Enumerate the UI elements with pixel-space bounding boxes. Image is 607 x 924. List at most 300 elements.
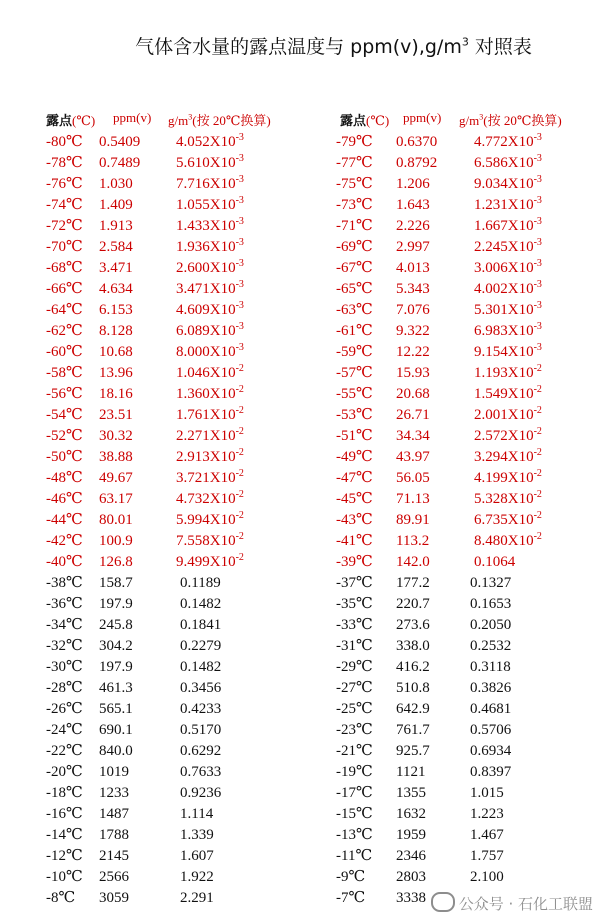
dewpoint-cell: -12℃: [46, 848, 83, 864]
gm3-cell: [176, 447, 244, 468]
table-row: [336, 867, 596, 888]
ppm-cell: 10.68: [99, 344, 133, 360]
table-row: [336, 531, 596, 552]
dewpoint-cell: -7℃: [336, 890, 366, 906]
gm3-mantissa: 1.360X10: [176, 386, 236, 402]
gm3-exponent: -3: [533, 174, 542, 185]
gm3-mantissa: 0.1064: [474, 554, 516, 570]
ppm-cell: 1.913: [99, 218, 133, 234]
dewpoint-cell: -71℃: [336, 218, 373, 234]
dewpoint-cell: -49℃: [336, 449, 373, 465]
table-row: [46, 762, 296, 783]
gm3-cell: [180, 804, 213, 825]
table-row: [46, 678, 296, 699]
gm3-cell: [180, 699, 221, 720]
dewpoint-cell: -63℃: [336, 302, 373, 318]
table-row: [336, 447, 596, 468]
gm3-mantissa: 8.480X10: [474, 533, 534, 549]
gm3-mantissa: 0.6934: [470, 743, 512, 759]
dewpoint-cell: -27℃: [336, 680, 373, 696]
dewpoint-cell: -55℃: [336, 386, 373, 402]
gm3-exponent: -2: [235, 510, 244, 521]
gm3-cell: [474, 363, 542, 384]
table-row: [46, 636, 296, 657]
gm3-cell: [474, 153, 542, 174]
gm3-exponent: -3: [235, 279, 244, 290]
table-row: [336, 762, 596, 783]
gm3-cell: [474, 342, 542, 363]
ppm-cell: 89.91: [396, 512, 430, 528]
gm3-cell: [180, 657, 221, 678]
dewpoint-cell: -13℃: [336, 827, 373, 843]
gm3-mantissa: 6.089X10: [176, 323, 236, 339]
ppm-cell: 126.8: [99, 554, 133, 570]
dewpoint-cell: -41℃: [336, 533, 373, 549]
table-row: [336, 573, 596, 594]
ppm-cell: 1.643: [396, 197, 430, 213]
dewpoint-cell: -31℃: [336, 638, 373, 654]
dewpoint-cell: -79℃: [336, 134, 373, 150]
gm3-exponent: -2: [235, 447, 244, 458]
dewpoint-cell: -39℃: [336, 554, 373, 570]
gm3-mantissa: 0.8397: [470, 764, 512, 780]
dewpoint-cell: -32℃: [46, 638, 83, 654]
table-row: [46, 216, 296, 237]
gm3-cell: [470, 594, 511, 615]
dewpoint-cell: -34℃: [46, 617, 83, 633]
gm3-cell: [180, 594, 221, 615]
dewpoint-cell: -51℃: [336, 428, 373, 444]
gm3-mantissa: 2.291: [180, 890, 214, 906]
dewpoint-cell: -19℃: [336, 764, 373, 780]
gm3-mantissa: 0.6292: [180, 743, 222, 759]
gm3-cell: [176, 468, 244, 489]
table-row: [46, 531, 296, 552]
gm3-mantissa: 2.600X10: [176, 260, 236, 276]
ppm-cell: 2566: [99, 869, 129, 885]
gm3-mantissa: 0.5706: [470, 722, 512, 738]
gm3-mantissa: 0.3826: [470, 680, 512, 696]
ppm-cell: 7.076: [396, 302, 430, 318]
ppm-cell: 690.1: [99, 722, 133, 738]
gm3-mantissa: 4.052X10: [176, 134, 236, 150]
dewpoint-cell: -47℃: [336, 470, 373, 486]
gm3-exponent: -2: [533, 468, 542, 479]
gm3-cell: [474, 237, 542, 258]
gm3-cell: [176, 426, 244, 447]
dewpoint-cell: -14℃: [46, 827, 83, 843]
page-title: [0, 32, 607, 59]
title-text: 气体含水量的露点温度与 ppm(v),g/m: [135, 36, 462, 58]
gm3-mantissa: 1.467: [470, 827, 504, 843]
dewpoint-cell: -57℃: [336, 365, 373, 381]
gm3-exponent: -3: [533, 279, 542, 290]
dewpoint-cell: -64℃: [46, 302, 83, 318]
ppm-cell: 34.34: [396, 428, 430, 444]
gm3-cell: [180, 720, 221, 741]
gm3-exponent: -3: [533, 216, 542, 227]
ppm-cell: 840.0: [99, 743, 133, 759]
table-row: [336, 699, 596, 720]
gm3-mantissa: 2.100: [470, 869, 504, 885]
gm3-mantissa: 0.1482: [180, 659, 222, 675]
ppm-cell: 43.97: [396, 449, 430, 465]
gm3-mantissa: 6.735X10: [474, 512, 534, 528]
gm3-exponent: -3: [235, 132, 244, 143]
ppm-cell: 197.9: [99, 659, 133, 675]
right-header-ppm: ppm(v): [403, 110, 442, 125]
table-row: [336, 552, 596, 573]
dewpoint-cell: -42℃: [46, 533, 83, 549]
table-row: [46, 279, 296, 300]
left-dewpoint-table: [46, 132, 296, 909]
gm3-cell: [470, 741, 511, 762]
gm3-cell: [176, 174, 244, 195]
table-row: [336, 195, 596, 216]
gm3-mantissa: 1.055X10: [176, 197, 236, 213]
dewpoint-cell: -21℃: [336, 743, 373, 759]
ppm-cell: 9.322: [396, 323, 430, 339]
ppm-cell: 0.8792: [396, 155, 438, 171]
gm3-mantissa: 1.193X10: [474, 365, 534, 381]
gm3-mantissa: 1.339: [180, 827, 214, 843]
table-row: [46, 153, 296, 174]
ppm-cell: 113.2: [396, 533, 430, 549]
gm3-mantissa: 1.936X10: [176, 239, 236, 255]
ppm-cell: 6.153: [99, 302, 133, 318]
gm3-cell: [470, 678, 511, 699]
gm3-mantissa: 9.499X10: [176, 554, 236, 570]
gm3-exponent: -2: [235, 552, 244, 563]
gm3-exponent: -3: [235, 321, 244, 332]
dewpoint-cell: -65℃: [336, 281, 373, 297]
gm3-exponent: -2: [533, 363, 542, 374]
table-row: [336, 153, 596, 174]
gm3-exponent: -2: [533, 384, 542, 395]
dewpoint-cell: -58℃: [46, 365, 83, 381]
gm3-cell: [176, 279, 244, 300]
ppm-cell: 23.51: [99, 407, 133, 423]
table-row: [336, 846, 596, 867]
gm3-cell: [474, 300, 542, 321]
gm3-exponent: -3: [235, 195, 244, 206]
table-row: [46, 237, 296, 258]
ppm-cell: 0.7489: [99, 155, 141, 171]
dewpoint-cell: -18℃: [46, 785, 83, 801]
dewpoint-cell: -53℃: [336, 407, 373, 423]
dewpoint-cell: -56℃: [46, 386, 83, 402]
gm3-exponent: -2: [235, 405, 244, 416]
gm3-exponent: -2: [235, 384, 244, 395]
gm3-mantissa: 5.994X10: [176, 512, 236, 528]
gm3-mantissa: 0.2279: [180, 638, 222, 654]
table-row: [336, 237, 596, 258]
ppm-cell: 461.3: [99, 680, 133, 696]
ppm-cell: 13.96: [99, 365, 133, 381]
table-row: [336, 321, 596, 342]
table-row: [46, 699, 296, 720]
ppm-cell: 1788: [99, 827, 129, 843]
gm3-cell: [176, 237, 244, 258]
table-row: [46, 804, 296, 825]
dewpoint-cell: -35℃: [336, 596, 373, 612]
gm3-cell: [176, 216, 244, 237]
gm3-cell: [180, 783, 221, 804]
gm3-exponent: -2: [235, 489, 244, 500]
dewpoint-cell: -76℃: [46, 176, 83, 192]
gm3-mantissa: 4.609X10: [176, 302, 236, 318]
right-header-gm3: $g/m^3$(按 20℃换算): [459, 112, 562, 128]
ppm-cell: 642.9: [396, 701, 430, 717]
ppm-cell: 71.13: [396, 491, 430, 507]
gm3-cell: [474, 447, 542, 468]
gm3-cell: [474, 384, 542, 405]
ppm-cell: 38.88: [99, 449, 133, 465]
gm3-exponent: -3: [533, 342, 542, 353]
table-row: [46, 405, 296, 426]
gm3-cell: [470, 615, 511, 636]
gm3-exponent: -3: [533, 132, 542, 143]
dewpoint-cell: -77℃: [336, 155, 373, 171]
left-header-ppm: ppm(v): [113, 110, 152, 125]
ppm-cell: 12.22: [396, 344, 430, 360]
table-row: [46, 447, 296, 468]
ppm-cell: 925.7: [396, 743, 430, 759]
dewpoint-cell: -37℃: [336, 575, 373, 591]
gm3-exponent: -2: [533, 447, 542, 458]
dewpoint-cell: -9℃: [336, 869, 366, 885]
table-row: [46, 720, 296, 741]
gm3-mantissa: 3.721X10: [176, 470, 236, 486]
dewpoint-cell: -70℃: [46, 239, 83, 255]
gm3-cell: [474, 552, 515, 573]
gm3-mantissa: 4.002X10: [474, 281, 534, 297]
dewpoint-cell: -68℃: [46, 260, 83, 276]
gm3-mantissa: 1.761X10: [176, 407, 236, 423]
gm3-cell: [180, 825, 214, 846]
dewpoint-cell: -16℃: [46, 806, 83, 822]
title-suffix: 对照表: [468, 36, 532, 58]
dewpoint-cell: -67℃: [336, 260, 373, 276]
ppm-cell: 0.6370: [396, 134, 438, 150]
dewpoint-cell: -29℃: [336, 659, 373, 675]
ppm-cell: 1.206: [396, 176, 430, 192]
dewpoint-cell: -74℃: [46, 197, 83, 213]
table-row: [46, 363, 296, 384]
right-dewpoint-table: [336, 132, 596, 909]
table-row: [336, 216, 596, 237]
gm3-mantissa: 0.2532: [470, 638, 512, 654]
gm3-exponent: -2: [533, 510, 542, 521]
table-row: [46, 552, 296, 573]
gm3-cell: [180, 615, 221, 636]
gm3-mantissa: 5.328X10: [474, 491, 534, 507]
gm3-exponent: -3: [533, 300, 542, 311]
gm3-cell: [474, 405, 542, 426]
gm3-mantissa: 6.586X10: [474, 155, 534, 171]
gm3-cell: [474, 132, 542, 153]
dewpoint-cell: -33℃: [336, 617, 373, 633]
gm3-cell: [470, 783, 504, 804]
ppm-cell: 177.2: [396, 575, 430, 591]
ppm-cell: 0.5409: [99, 134, 141, 150]
gm3-cell: [470, 825, 504, 846]
gm3-cell: [470, 846, 504, 867]
gm3-exponent: -3: [533, 321, 542, 332]
gm3-mantissa: 0.2050: [470, 617, 512, 633]
table-row: [336, 300, 596, 321]
dewpoint-cell: -15℃: [336, 806, 373, 822]
table-row: [46, 342, 296, 363]
dewpoint-cell: -46℃: [46, 491, 83, 507]
table-row: [336, 279, 596, 300]
ppm-cell: 1959: [396, 827, 426, 843]
ppm-cell: 304.2: [99, 638, 133, 654]
table-row: [46, 489, 296, 510]
table-row: [336, 489, 596, 510]
gm3-cell: [470, 720, 511, 741]
gm3-mantissa: 7.716X10: [176, 176, 236, 192]
ppm-cell: 142.0: [396, 554, 430, 570]
gm3-exponent: -3: [533, 237, 542, 248]
gm3-cell: [176, 153, 244, 174]
ppm-cell: 15.93: [396, 365, 430, 381]
table-row: [46, 195, 296, 216]
gm3-cell: [474, 489, 542, 510]
gm3-cell: [180, 678, 221, 699]
gm3-cell: [176, 489, 244, 510]
gm3-mantissa: 1.667X10: [474, 218, 534, 234]
ppm-cell: 30.32: [99, 428, 133, 444]
gm3-cell: [474, 510, 542, 531]
gm3-exponent: -3: [533, 258, 542, 269]
gm3-mantissa: 1.223: [470, 806, 504, 822]
gm3-cell: [474, 195, 542, 216]
gm3-mantissa: 0.5170: [180, 722, 222, 738]
table-row: [336, 636, 596, 657]
gm3-cell: [176, 195, 244, 216]
dewpoint-cell: -59℃: [336, 344, 373, 360]
gm3-mantissa: 9.034X10: [474, 176, 534, 192]
table-row: [46, 846, 296, 867]
gm3-mantissa: 3.006X10: [474, 260, 534, 276]
ppm-cell: 2803: [396, 869, 426, 885]
ppm-cell: 3.471: [99, 260, 133, 276]
gm3-exponent: -3: [235, 342, 244, 353]
dewpoint-cell: -36℃: [46, 596, 83, 612]
gm3-exponent: -3: [235, 216, 244, 227]
ppm-cell: 56.05: [396, 470, 430, 486]
ppm-cell: 1233: [99, 785, 129, 801]
dewpoint-cell: -50℃: [46, 449, 83, 465]
watermark: [431, 893, 593, 915]
table-row: [46, 174, 296, 195]
table-row: [46, 132, 296, 153]
gm3-mantissa: 0.3118: [470, 659, 511, 675]
gm3-exponent: -2: [533, 405, 542, 416]
table-row: [336, 384, 596, 405]
ppm-cell: 1355: [396, 785, 426, 801]
ppm-cell: 338.0: [396, 638, 430, 654]
ppm-cell: 2346: [396, 848, 426, 864]
gm3-cell: [176, 531, 244, 552]
ppm-cell: 8.128: [99, 323, 133, 339]
table-row: [336, 594, 596, 615]
ppm-cell: 2145: [99, 848, 129, 864]
ppm-cell: 1121: [396, 764, 426, 780]
gm3-cell: [470, 699, 511, 720]
gm3-cell: [470, 867, 504, 888]
table-row: [46, 867, 296, 888]
ppm-cell: 18.16: [99, 386, 133, 402]
gm3-mantissa: 1.607: [180, 848, 214, 864]
gm3-cell: [470, 636, 511, 657]
table-row: [336, 342, 596, 363]
ppm-cell: 2.226: [396, 218, 430, 234]
dewpoint-cell: -78℃: [46, 155, 83, 171]
gm3-cell: [176, 300, 244, 321]
ppm-cell: 1632: [396, 806, 426, 822]
gm3-exponent: -3: [235, 153, 244, 164]
gm3-exponent: -3: [533, 195, 542, 206]
table-row: [336, 615, 596, 636]
wechat-icon: [431, 892, 455, 912]
gm3-mantissa: 3.471X10: [176, 281, 236, 297]
gm3-cell: [474, 321, 542, 342]
ppm-cell: 1.409: [99, 197, 133, 213]
gm3-cell: [180, 888, 214, 909]
table-row: [336, 174, 596, 195]
ppm-cell: 158.7: [99, 575, 133, 591]
table-row: [46, 783, 296, 804]
ppm-cell: 4.634: [99, 281, 133, 297]
gm3-cell: [180, 636, 221, 657]
table-row: [46, 384, 296, 405]
gm3-mantissa: 1.549X10: [474, 386, 534, 402]
right-header-dew: 露点(℃): [340, 113, 390, 129]
gm3-mantissa: 2.572X10: [474, 428, 534, 444]
table-row: [46, 426, 296, 447]
gm3-mantissa: 1.757: [470, 848, 504, 864]
table-row: [46, 825, 296, 846]
gm3-exponent: -3: [533, 153, 542, 164]
gm3-exponent: -2: [235, 531, 244, 542]
gm3-exponent: -2: [235, 363, 244, 374]
gm3-mantissa: 0.4233: [180, 701, 222, 717]
gm3-cell: [180, 867, 214, 888]
gm3-cell: [176, 384, 244, 405]
gm3-mantissa: 5.301X10: [474, 302, 534, 318]
ppm-cell: 1019: [99, 764, 129, 780]
table-row: [336, 363, 596, 384]
gm3-mantissa: 0.1653: [470, 596, 512, 612]
gm3-mantissa: 0.1189: [180, 575, 221, 591]
gm3-cell: [470, 573, 511, 594]
gm3-mantissa: 1.046X10: [176, 365, 236, 381]
gm3-cell: [474, 426, 542, 447]
gm3-mantissa: 0.4681: [470, 701, 512, 717]
gm3-mantissa: 0.9236: [180, 785, 222, 801]
ppm-cell: 565.1: [99, 701, 133, 717]
table-row: [46, 615, 296, 636]
table-row: [336, 783, 596, 804]
dewpoint-cell: -66℃: [46, 281, 83, 297]
gm3-mantissa: 9.154X10: [474, 344, 534, 360]
table-row: [336, 132, 596, 153]
table-row: [46, 468, 296, 489]
gm3-cell: [176, 132, 244, 153]
dewpoint-cell: -48℃: [46, 470, 83, 486]
